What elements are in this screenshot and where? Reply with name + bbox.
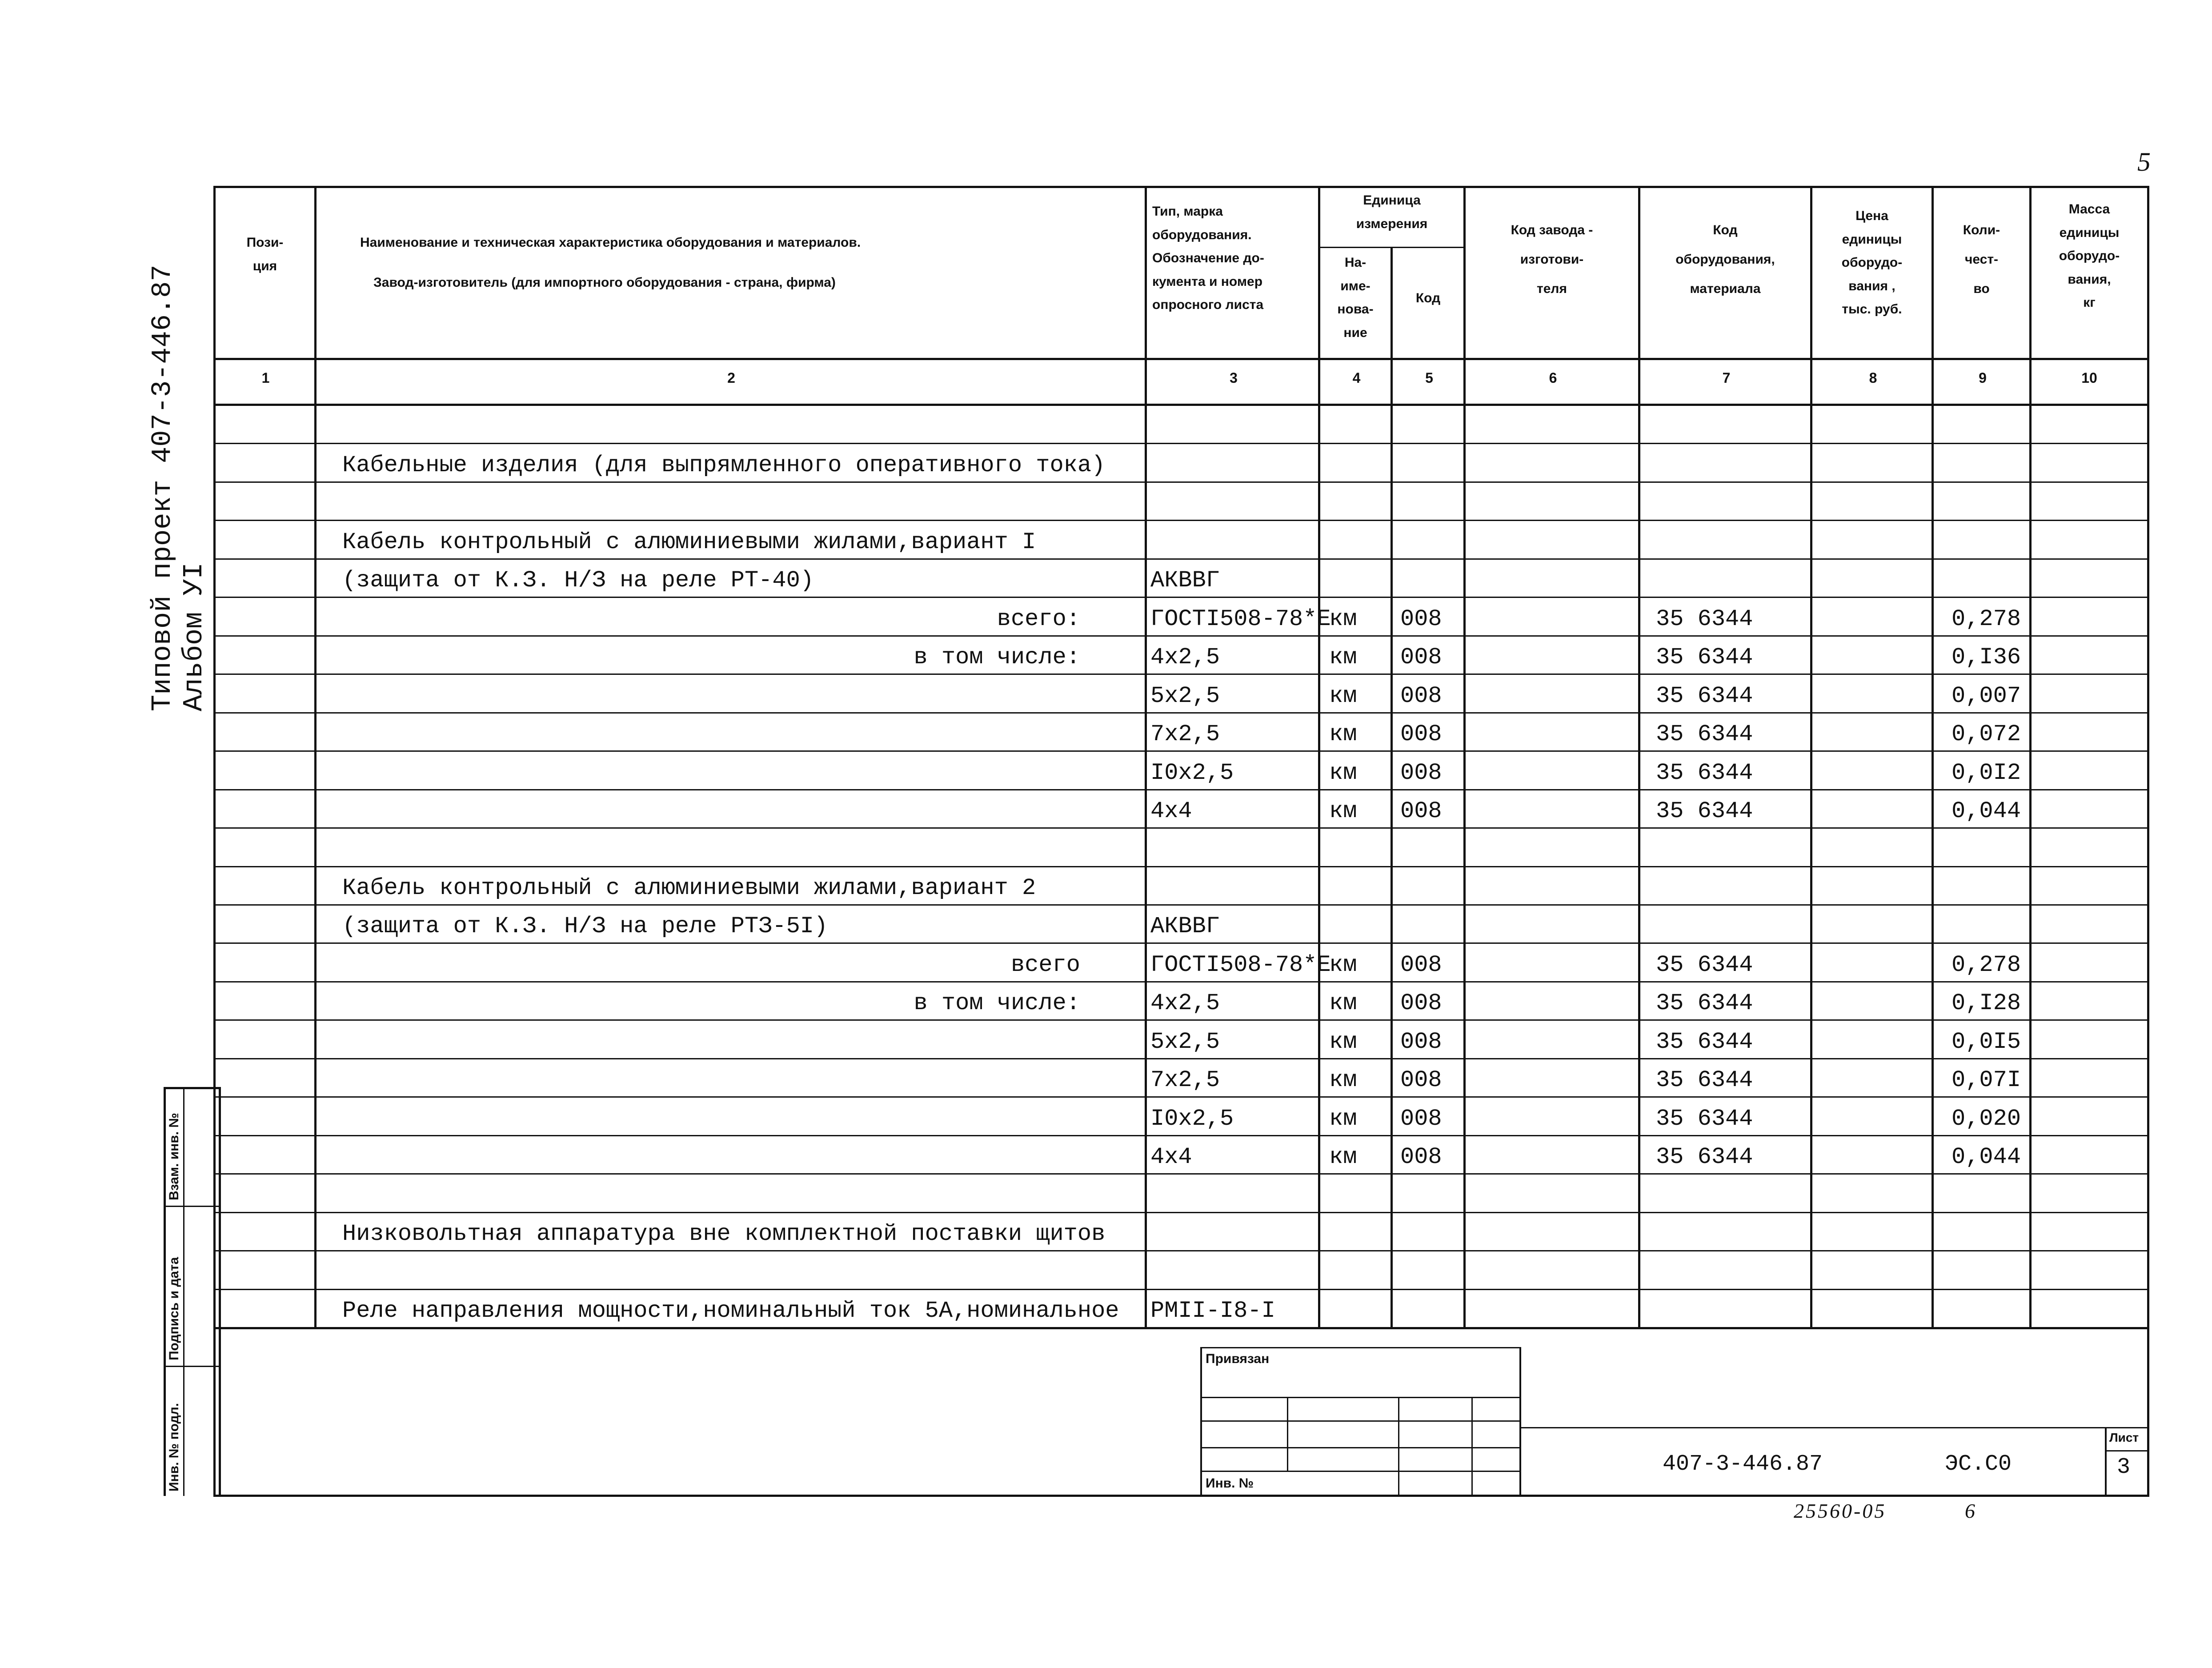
row-name: Кабель контрольный с алюминиевыми жилами,вариант I	[342, 529, 1036, 555]
row-material-code: 35 6344	[1656, 1106, 1753, 1132]
row-type: РМII-I8-I	[1150, 1298, 1275, 1324]
row-type: 4х2,5	[1150, 644, 1220, 670]
frame-bottom-border	[213, 1495, 2149, 1497]
doc-code: 407-3-446.87	[1663, 1451, 1823, 1477]
stamp-right-border	[219, 1087, 221, 1496]
row-unit: км	[1329, 760, 1357, 786]
row-divider	[213, 1135, 2149, 1136]
row-type: ГОСТI508-78*Е	[1150, 606, 1331, 632]
row-divider	[213, 750, 2149, 752]
row-type: I0х2,5	[1150, 760, 1234, 786]
row-name: в том числе:	[914, 990, 1080, 1016]
row-quantity: 0,020	[1952, 1106, 2021, 1132]
column-number: 6	[1549, 370, 1557, 386]
table-body-bottom-border	[213, 1327, 2149, 1329]
row-unit: км	[1329, 990, 1357, 1016]
row-material-code: 35 6344	[1656, 1067, 1753, 1093]
header-col3-line: Тип, марка	[1152, 204, 1223, 219]
col-line	[1931, 187, 1934, 1328]
row-quantity: 0,I36	[1952, 644, 2021, 670]
row-quantity: 0,007	[1952, 683, 2021, 709]
row-quantity: 0,07I	[1952, 1067, 2021, 1093]
row-name: в том числе:	[914, 644, 1080, 670]
header-col10-line: кг	[2083, 295, 2096, 310]
header-col9-line: во	[1973, 281, 1990, 296]
column-number: 5	[1425, 370, 1433, 386]
stamp-inv-podl-label: Инв. № подл.	[167, 1403, 181, 1492]
row-type: 4х2,5	[1150, 990, 1220, 1016]
row-code: 008	[1400, 1106, 1442, 1132]
column-number: 9	[1979, 370, 1987, 386]
header-col2	[316, 189, 1145, 358]
doc-mark: ЭС.С0	[1945, 1451, 2012, 1477]
row-name: всего:	[997, 606, 1080, 632]
col-line	[1638, 187, 1640, 1328]
header-col8	[1812, 204, 1931, 321]
column-number: 10	[2081, 370, 2097, 386]
header-col9	[1934, 216, 2029, 304]
row-unit: км	[1329, 1029, 1357, 1055]
row-divider	[213, 1058, 2149, 1059]
stamp-box-line	[1200, 1420, 1521, 1422]
column-number: 4	[1352, 370, 1361, 386]
numbers-bottom-border	[213, 404, 2149, 406]
stamp-podpis-label: Подпись и дата	[167, 1257, 181, 1360]
stamp-box-line	[1200, 1447, 1521, 1448]
side-title	[147, 265, 210, 711]
header-col6-line: изготови-	[1520, 252, 1584, 267]
header-col10-line: единицы	[2059, 225, 2120, 240]
row-divider	[213, 674, 2149, 675]
title-block-top	[1521, 1427, 2148, 1428]
header-col1-line: Пози-	[246, 235, 284, 250]
row-type: I0х2,5	[1150, 1106, 1234, 1132]
stamp-vzam-label: Взам. инв. №	[167, 1113, 181, 1200]
header-col4	[1320, 251, 1391, 345]
stamp-divider	[164, 1366, 220, 1367]
row-type: 4х4	[1150, 798, 1192, 824]
col-line	[2029, 187, 2032, 1328]
header-col4-line: име-	[1340, 278, 1370, 293]
row-divider	[213, 520, 2149, 521]
row-type: 5х2,5	[1150, 683, 1220, 709]
header-col5: Код	[1415, 291, 1441, 305]
row-code: 008	[1400, 606, 1442, 632]
header-unit-group	[1320, 189, 1463, 236]
row-divider	[213, 481, 2149, 483]
header-col4-line: нова-	[1337, 302, 1374, 317]
header-col9-line: Коли-	[1963, 223, 2000, 237]
row-code: 008	[1400, 683, 1442, 709]
row-type: 5х2,5	[1150, 1029, 1220, 1055]
row-material-code: 35 6344	[1656, 1144, 1753, 1170]
row-unit: км	[1329, 1144, 1357, 1170]
side-title-line1: Типовой проект 407-3-446.87	[147, 265, 178, 711]
sheet-number: 3	[2117, 1455, 2131, 1480]
archive-number: 25560-05	[1794, 1500, 1887, 1522]
row-name: (защита от К.З. Н/З на реле РТЗ-5I)	[342, 913, 828, 939]
stamp-left-border	[164, 1087, 166, 1496]
header-bottom-border	[213, 358, 2149, 360]
row-material-code: 35 6344	[1656, 721, 1753, 747]
col-line	[1463, 187, 1466, 1328]
col-line	[1145, 187, 1147, 1328]
sheet-box-line	[2105, 1450, 2148, 1451]
header-col8-line: Цена	[1855, 208, 1888, 223]
row-unit: км	[1329, 1067, 1357, 1093]
stamp-box-line	[1200, 1397, 1521, 1398]
header-col10	[2032, 198, 2147, 315]
row-divider	[213, 1096, 2149, 1098]
column-number: 3	[1230, 370, 1238, 386]
col-line	[1391, 247, 1393, 1328]
row-divider	[213, 1212, 2149, 1213]
header-col4-line: На-	[1344, 255, 1366, 270]
row-unit: км	[1329, 644, 1357, 670]
row-material-code: 35 6344	[1656, 990, 1753, 1016]
header-col4-line: ние	[1343, 325, 1367, 340]
privyazan-label: Привязан	[1206, 1351, 1270, 1366]
table-top-border	[213, 186, 2149, 188]
row-quantity: 0,I28	[1952, 990, 2021, 1016]
sheet-label: Лист	[2109, 1431, 2139, 1444]
row-name: Кабельные изделия (для выпрямленного оперативного тока)	[342, 452, 1106, 478]
row-divider	[213, 981, 2149, 982]
row-code: 008	[1400, 760, 1442, 786]
header-unit-group-line: измерения	[1356, 216, 1428, 231]
stamp-top-border	[164, 1087, 220, 1089]
header-col1-line: ция	[252, 258, 277, 273]
stamp-divider	[164, 1206, 220, 1207]
stamp-box-col	[1398, 1397, 1399, 1496]
col-line	[1318, 187, 1320, 1328]
row-divider	[213, 827, 2149, 829]
archive-sheet: 6	[1965, 1500, 1975, 1522]
header-col3-line: Обозначение до-	[1152, 251, 1264, 265]
header-col8-line: тыс. руб.	[1842, 302, 1902, 317]
row-name: Кабель контрольный с алюминиевыми жилами,вариант 2	[342, 875, 1036, 901]
row-unit: км	[1329, 606, 1357, 632]
row-divider	[213, 1019, 2149, 1021]
row-quantity: 0,278	[1952, 606, 2021, 632]
row-quantity: 0,072	[1952, 721, 2021, 747]
header-col3	[1147, 200, 1318, 317]
header-col1	[216, 231, 314, 278]
row-material-code: 35 6344	[1656, 798, 1753, 824]
row-unit: км	[1329, 798, 1357, 824]
column-number: 7	[1722, 370, 1731, 386]
header-col6	[1466, 216, 1638, 304]
row-type: АКВВГ	[1150, 913, 1220, 939]
row-code: 008	[1400, 1029, 1442, 1055]
sheet-box-border	[2105, 1427, 2107, 1496]
row-divider	[213, 1250, 2149, 1251]
page-number-mark: 5	[2137, 147, 2151, 176]
header-col10-line: вания,	[2068, 272, 2111, 287]
stamp-box-top	[1200, 1347, 1521, 1348]
row-quantity: 0,0I2	[1952, 760, 2021, 786]
row-quantity: 0,044	[1952, 798, 2021, 824]
row-code: 008	[1400, 990, 1442, 1016]
header-unit-group-line: Единица	[1363, 193, 1421, 208]
row-code: 008	[1400, 721, 1442, 747]
header-col3-line: оборудования.	[1152, 227, 1252, 242]
row-unit: км	[1329, 952, 1357, 978]
row-material-code: 35 6344	[1656, 683, 1753, 709]
row-type: 4х4	[1150, 1144, 1192, 1170]
row-divider	[213, 443, 2149, 444]
col-line	[314, 187, 317, 1328]
header-col7-line: материала	[1690, 281, 1761, 296]
row-type: 7х2,5	[1150, 1067, 1220, 1093]
col-line	[1810, 187, 1812, 1328]
row-unit: км	[1329, 1106, 1357, 1132]
stamp-box-col	[1471, 1397, 1473, 1496]
row-divider	[213, 635, 2149, 637]
header-col9-line: чест-	[1964, 252, 1999, 267]
side-title-line2: Альбом УI	[178, 562, 210, 711]
row-type: ГОСТI508-78*Е	[1150, 952, 1331, 978]
header-col3-line: опросного листа	[1152, 297, 1264, 312]
header-col8-line: оборудо-	[1841, 255, 1903, 270]
header-col7	[1640, 216, 1810, 304]
row-divider	[213, 1173, 2149, 1175]
header-col6-line: Код завода -	[1511, 223, 1593, 237]
inv-no-label: Инв. №	[1206, 1476, 1254, 1491]
row-code: 008	[1400, 1144, 1442, 1170]
row-type: АКВВГ	[1150, 567, 1220, 593]
row-code: 008	[1400, 644, 1442, 670]
stamp-box-col	[1287, 1397, 1288, 1471]
header-col2-line1: Наименование и техническая характеристика оборудования и материалов.	[360, 235, 861, 250]
row-divider	[213, 866, 2149, 867]
row-material-code: 35 6344	[1656, 606, 1753, 632]
table-right-border	[2147, 187, 2149, 1496]
header-col7-line: Код	[1713, 223, 1738, 237]
row-divider	[213, 1289, 2149, 1290]
row-material-code: 35 6344	[1656, 760, 1753, 786]
row-quantity: 0,278	[1952, 952, 2021, 978]
column-number: 8	[1869, 370, 1877, 386]
row-quantity: 0,0I5	[1952, 1029, 2021, 1055]
unit-group-divider	[1318, 247, 1465, 248]
row-material-code: 35 6344	[1656, 952, 1753, 978]
header-col10-line: оборудо-	[2059, 249, 2120, 263]
row-unit: км	[1329, 683, 1357, 709]
header-col3-line: кумента и номер	[1152, 274, 1263, 289]
row-quantity: 0,044	[1952, 1144, 2021, 1170]
row-name: всего	[1010, 952, 1080, 978]
column-number: 1	[261, 370, 270, 386]
row-divider	[213, 904, 2149, 906]
row-divider	[213, 597, 2149, 598]
row-divider	[213, 712, 2149, 714]
row-code: 008	[1400, 798, 1442, 824]
stamp-inner-line	[183, 1087, 184, 1496]
row-divider	[213, 558, 2149, 560]
row-divider	[213, 942, 2149, 944]
header-col6-line: теля	[1537, 281, 1567, 296]
row-type: 7х2,5	[1150, 721, 1220, 747]
row-material-code: 35 6344	[1656, 644, 1753, 670]
header-col2-line2: Завод-изготовитель (для импортного оборудования - страна, фирма)	[373, 275, 836, 290]
row-name: Низковольтная аппаратура вне комплектной поставки щитов	[342, 1221, 1106, 1247]
header-col7-line: оборудования,	[1675, 252, 1775, 267]
header-col10-line: Масса	[2068, 202, 2110, 217]
row-code: 008	[1400, 1067, 1442, 1093]
row-material-code: 35 6344	[1656, 1029, 1753, 1055]
header-col8-line: вания ,	[1848, 278, 1895, 293]
row-name: (защита от К.З. Н/З на реле РТ-40)	[342, 567, 814, 593]
header-col8-line: единицы	[1842, 232, 1902, 247]
column-number: 2	[727, 370, 735, 386]
row-name: Реле направления мощности,номинальный ток 5А,номинальное	[342, 1298, 1119, 1324]
row-unit: км	[1329, 721, 1357, 747]
stamp-box-line	[1200, 1471, 1521, 1472]
row-code: 008	[1400, 952, 1442, 978]
row-divider	[213, 789, 2149, 790]
